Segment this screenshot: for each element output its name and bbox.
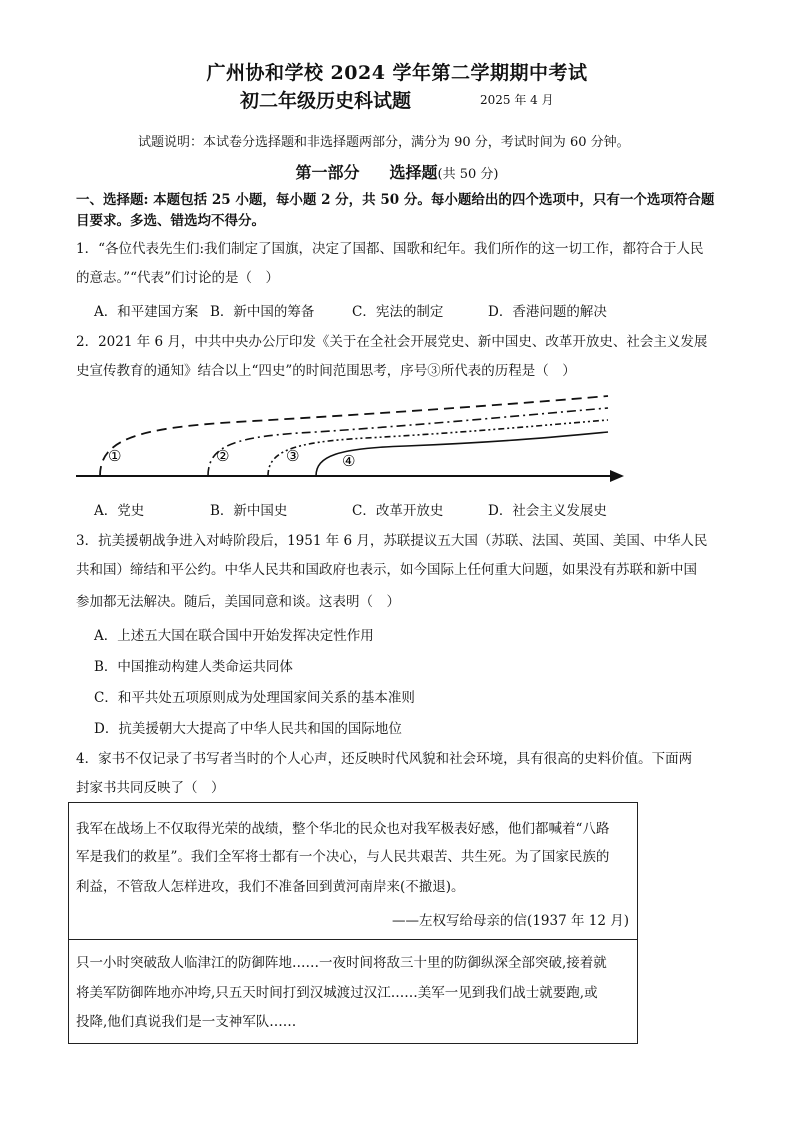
q3-stem-line1: 3．抗美援朝战争进入对峙阶段后，1951 年 6 月，苏联提议五大国（苏联、法国、英国、美国、中华人民 [76,533,708,549]
part-score: (共 50 分) [437,167,499,182]
letter1-source: ——左权写给母亲的信(1937 年 12 月) [392,913,629,929]
letter1-line2: 军是我们的救星”。我们全军将士都有一个决心，与人民共艰苦、共生死。为了国家民族的 [76,849,610,865]
exam-date: 2025 年 4 月 [480,93,554,107]
exam-title: 广州协和学校 2024 学年第二学期期中考试 [206,62,588,84]
q1-option-c: C．宪法的制定 [352,304,444,320]
letter1-line1: 我军在战场上不仅取得光荣的战绩，整个华北的民众也对我军极表好感，他们都喊着“八路 [76,821,610,837]
q2-option-a: A．党史 [94,503,145,519]
exam-instructions: 试题说明：本试卷分选择题和非选择题两部分，满分为 90 分，考试时间为 60 分钟。 [138,135,630,150]
letter1-line3: 利益，不管敌人怎样进攻，我们不准备回到黄河南岸来(不撤退)。 [76,879,465,895]
timeline-line-4 [316,432,608,476]
timeline-line-2 [208,408,608,476]
family-letters-box [68,802,638,1044]
q1-option-d: D．香港问题的解决 [488,304,607,320]
section-instructions-line2: 目要求。多选、错选均不得分。 [76,213,265,229]
q3-stem-line2: 共和国）缔结和平公约。中华人民共和国政府也表示，如今国际上任何重大问题，如果没有苏联和新中国 [76,562,697,578]
exam-subtitle: 初二年级历史科试题 [240,90,412,112]
part-title: 第一部分 [295,163,360,182]
q2-option-c: C．改革开放史 [352,503,444,519]
letters-divider [69,939,637,940]
timeline-marker-4: ④ [342,452,356,470]
q2-stem-line1: 2．2021 年 6 月，中共中央办公厅印发《关于在全社会开展党史、新中国史、改革开放史、社会主义发展 [76,334,708,350]
part-name: 选择题 [389,163,438,182]
timeline-marker-2: ② [216,447,230,465]
timeline-marker-1: ① [108,447,122,465]
q1-stem-line1: 1．“各位代表先生们:我们制定了国旗，决定了国都、国歌和纪年。我们所作的这一切工作，都符合于人民 [76,241,704,257]
q1-stem-line2: 的意志。”“代表”们讨论的是（ ） [76,270,279,286]
four-histories-timeline-diagram [76,390,636,490]
timeline-arrowhead [610,470,624,482]
q4-stem-line2: 封家书共同反映了（ ） [76,780,225,796]
letter2-line2: 将美军防御阵地亦冲垮,只五天时间打到汉城渡过汉江……美军一见到我们战士就要跑,或 [76,985,598,1001]
q1-option-b: B．新中国的筹备 [210,304,315,320]
q2-option-b: B．新中国史 [210,503,288,519]
timeline-line-3 [268,420,608,476]
letter2-line1: 只一小时突破敌人临津江的防御阵地……一夜时间将敌三十里的防御纵深全部突破,接着就 [76,955,607,971]
q4-stem-line1: 4．家书不仅记录了书写者当时的个人心声，还反映时代风貌和社会环境，具有很高的史料价值。下面两 [76,751,693,767]
q3-option-c: C．和平共处五项原则成为处理国家间关系的基本准则 [94,690,415,706]
q3-stem-line3: 参加都无法解决。随后，美国同意和谈。这表明（ ） [76,594,400,610]
q3-option-b: B．中国推动构建人类命运共同体 [94,659,293,675]
q3-option-a: A．上述五大国在联合国中开始发挥决定性作用 [94,628,374,644]
letter2-line3: 投降,他们真说我们是一支神军队…… [76,1014,297,1030]
section-instructions-line1: 一、选择题: 本题包括 25 小题，每小题 2 分，共 50 分。每小题给出的四个选项中，只有一个选项符合题 [76,192,715,208]
q2-option-d: D．社会主义发展史 [488,503,607,519]
q3-option-d: D．抗美援朝大大提高了中华人民共和国的国际地位 [94,721,402,737]
part-heading [0,160,794,183]
timeline-marker-3: ③ [286,447,300,465]
q1-option-a: A．和平建国方案 [94,304,199,320]
q2-stem-line2: 史宣传教育的通知》结合以上“四史”的时间范围思考，序号③所代表的历程是（ ） [76,363,576,379]
